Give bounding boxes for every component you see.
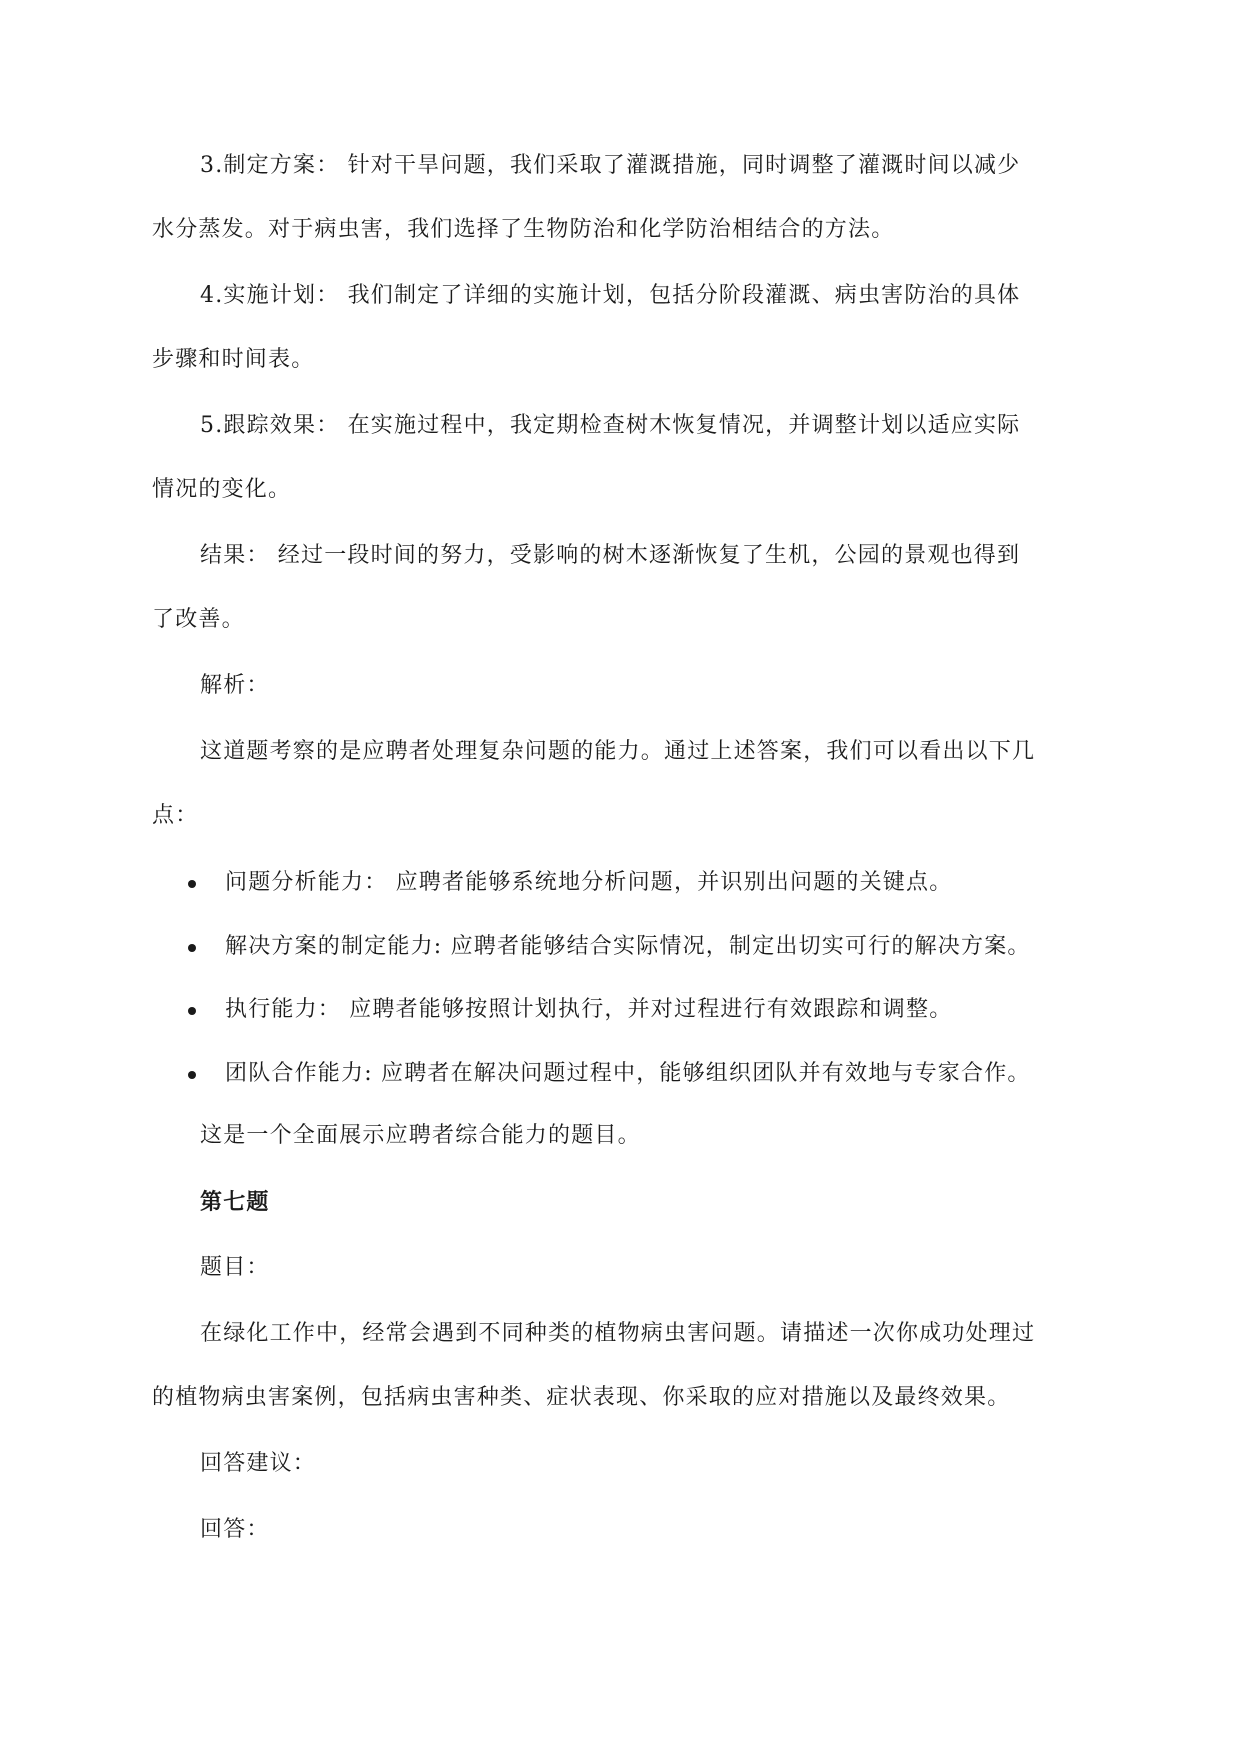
result-line-1: 结果： 经过一段时间的努力，受影响的树木逐渐恢复了生机，公园的景观也得到: [200, 543, 1021, 568]
bullet-item: 团队合作能力: 应聘者在解决问题过程中，能够组织团队并有效地与专家合作。: [225, 1061, 1031, 1086]
bullet-dot-icon: [188, 1007, 196, 1015]
bullet-dot-icon: [188, 944, 196, 952]
analysis-line-2: 点：: [152, 803, 199, 828]
answer-label: 回答：: [200, 1517, 270, 1542]
question-line-2: 的植物病虫害案例，包括病虫害种类、症状表现、你采取的应对措施以及最终效果。: [152, 1385, 1011, 1410]
bullet-dot-icon: [188, 1071, 196, 1079]
bullet-item: 问题分析能力： 应聘者能够系统地分析问题，并识别出问题的关键点。: [225, 870, 953, 895]
analysis-label: 解析：: [200, 673, 270, 698]
step-5-line-2: 情况的变化。: [152, 477, 292, 502]
result-line-2: 了改善。: [152, 607, 245, 632]
analysis-line-1: 这道题考察的是应聘者处理复杂问题的能力。通过上述答案，我们可以看出以下几: [200, 739, 1036, 764]
step-4-line-1: 4.实施计划： 我们制定了详细的实施计划，包括分阶段灌溉、病虫害防治的具体: [200, 283, 1021, 308]
bullet-item: 执行能力： 应聘者能够按照计划执行，并对过程进行有效跟踪和调整。: [225, 997, 953, 1022]
step-5-line-1: 5.跟踪效果： 在实施过程中，我定期检查树木恢复情况，并调整计划以适应实际: [200, 413, 1021, 438]
summary-text: 这是一个全面展示应聘者综合能力的题目。: [200, 1123, 641, 1148]
advice-label: 回答建议：: [200, 1451, 317, 1476]
bullet-dot-icon: [188, 880, 196, 888]
section-heading: 第七题: [200, 1189, 270, 1215]
question-label: 题目：: [200, 1255, 270, 1280]
question-line-1: 在绿化工作中，经常会遇到不同种类的植物病虫害问题。请描述一次你成功处理过: [200, 1321, 1036, 1346]
step-4-line-2: 步骤和时间表。: [152, 347, 315, 372]
step-3-line-1: 3.制定方案： 针对干旱问题，我们采取了灌溉措施，同时调整了灌溉时间以减少: [200, 153, 1021, 178]
bullet-item: 解决方案的制定能力: 应聘者能够结合实际情况，制定出切实可行的解决方案。: [225, 934, 1031, 959]
step-3-line-2: 水分蒸发。对于病虫害，我们选择了生物防治和化学防治相结合的方法。: [152, 217, 895, 242]
